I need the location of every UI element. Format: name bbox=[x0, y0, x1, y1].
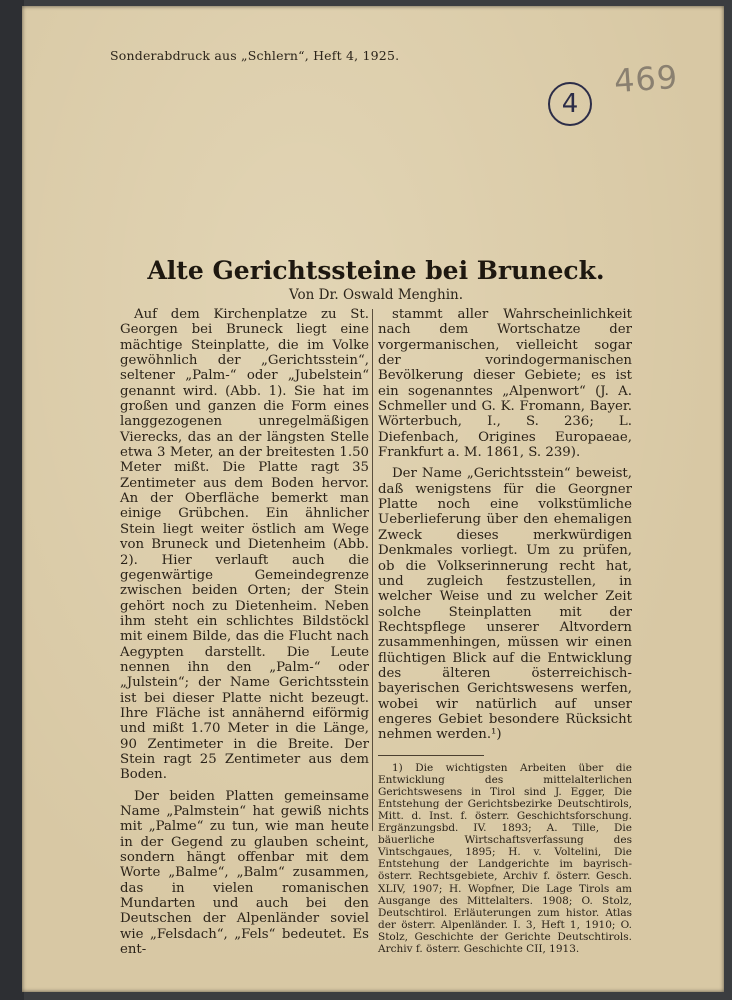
left-paragraph-2: Der beiden Platten gemeinsame Name „Palmstein“ hat gewiß nichts mit „Palme“ zu tun, wie man heute in der Gegend zu glauben scheint, sondern hängt offenbar mit dem Worte „Balme“, „Balm“ zusammen, das in vielen romanischen Mundarten und auch bei den Deutschen der Alpenländer soviel wie „Felsdach“, „Fels“ bedeutet. Es ent- bbox=[120, 788, 369, 958]
right-paragraph-2: Der Name „Gerichtsstein“ beweist, daß wenigstens für die Georgner Platte noch eine volkstümliche Ueberlieferung über den ehemaligen Zweck dieses merkwürdigen Denkmales vorliegt. Um zu prüfen, ob die Volkserinnerung recht hat, und zugleich festzustellen, in welcher Weise und zu welcher Zeit solche Steinplatten mit der Rechtspflege unserer Altvordern zusammenhingen, müssen wir einen flüchtigen Blick auf die Entwicklung des älteren österreichisch-bayerischen Gerichtswesens werfen, wobei wir natürlich auf unser engeres Gebiet besondere Rücksicht nehmen werden.¹) bbox=[378, 466, 632, 743]
pencil-archive-number: 469 bbox=[612, 57, 680, 101]
footnote-rule bbox=[378, 755, 484, 756]
article-title: Alte Gerichtssteine bei Bruneck. bbox=[147, 256, 605, 285]
article-author: Von Dr. Oswald Menghin. bbox=[289, 287, 463, 303]
column-divider bbox=[372, 309, 373, 831]
offprint-note: Sonderabdruck aus „Schlern“, Heft 4, 1925. bbox=[110, 48, 400, 63]
right-column bbox=[378, 307, 632, 955]
circled-archive-number: 4 bbox=[548, 82, 592, 126]
scanner-background-strip bbox=[0, 0, 24, 1000]
footnote: 1) Die wichtigsten Arbeiten über die Entwicklung des mittelalterlichen Gerichtswesens in Tirol sind J. Egger, Die Entstehung der Gerichtsbezirke Deutschtirols, Mitt. d. Inst. f. österr. Geschichtsforschung. Ergänzungsbd. IV. 1893; A. Tille, Die bäuerliche Wirtschaftsverfassung des Vintschgaues, 1895; H. v. Voltelini, Die Entstehung der Landgerichte im bayrisch-österr. Rechtsgebiete, Archiv f. österr. Gesch. XLIV, 1907; H. Wopfner, Die Lage Tirols am Ausgange des Mittelalters. 1908; O. Stolz, Deutschtirol. Erläuterungen zum histor. Atlas der österr. Alpenländer. I. 3, Heft 1, 1910; O. Stolz, Geschichte der Gerichte Deutschtirols. Archiv f. österr. Geschichte CII, 1913. bbox=[378, 761, 632, 956]
left-column bbox=[120, 307, 369, 957]
right-paragraph-1: stammt aller Wahrscheinlichkeit nach dem Wortschatze der vorgermanischen, vielleicht sogar der vorindogermanischen Bevölkerung dieser Gebiete; es ist ein sogenanntes „Alpenwort“ (J. A. Schmeller und G. K. Fromann, Bayer. Wörterbuch, I., S. 236; L. Diefenbach, Origines Europaeae, Frankfurt a. M. 1861, S. 239). bbox=[378, 307, 632, 461]
left-paragraph-1: Auf dem Kirchenplatze zu St. Georgen bei Bruneck liegt eine mächtige Steinplatte, die im Volke gewöhnlich der „Gerichtsstein“, seltener „Palm-“ oder „Jubelstein“ genannt wird. (Abb. 1). Sie hat im großen und ganzen die Form eines langgezogenen unregelmäßigen Vierecks, das an der längsten Stelle etwa 3 Meter, an der breitesten 1.50 Meter mißt. Die Platte ragt 35 Zentimeter aus dem Boden hervor. An der Oberfläche bemerkt man einige Grübchen. Ein ähnlicher Stein liegt weiter östlich am Wege von Bruneck und Dietenheim (Abb. 2). Hier verlauft auch die gegenwärtige Gemeindegrenze zwischen beiden Orten; der Stein gehört noch zu Dietenheim. Neben ihm steht ein schlichtes Bildstöckl mit einem Bilde, das die Flucht nach Aegypten darstellt. Die Leute nennen ihn den „Palm-“ oder „Julstein“; der Name Gerichtsstein ist bei dieser Platte nicht bezeugt. Ihre Fläche ist annähernd eiförmig und mißt 1.70 Meter in die Länge, 90 Zentimeter in die Breite. Der Stein ragt 25 Zentimeter aus dem Boden. bbox=[120, 307, 369, 783]
